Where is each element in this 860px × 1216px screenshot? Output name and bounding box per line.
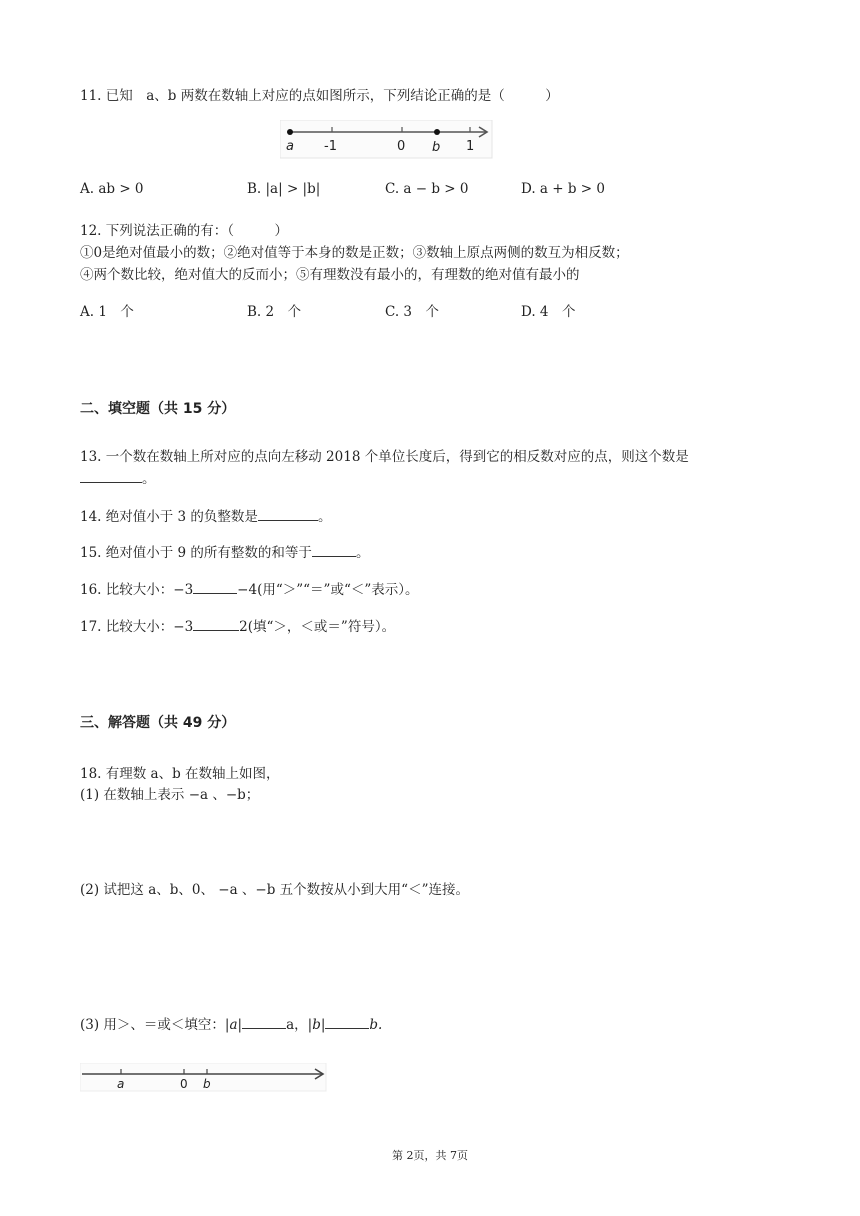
q13-answer-blank[interactable] [80, 470, 142, 483]
q12-option-d: D. 4 个 [521, 304, 576, 320]
q12-option-a: A. 1 个 [80, 304, 134, 320]
q18-stem: 18. 有理数 a、b 在数轴上如图， [80, 766, 280, 782]
q11-axis-label-1: 1 [466, 139, 475, 154]
q11-number-line [280, 120, 495, 160]
q17-prefix: 17. 比较大小： [80, 619, 174, 635]
q12-statement-line1: ①0是绝对值最小的数；②绝对值等于本身的数是正数；③数轴上原点两侧的数互为相反数； [80, 245, 629, 261]
q11-axis-label-0: 0 [397, 139, 406, 154]
q16-prefix: 16. 比较大小： [80, 582, 174, 598]
q18-part3-prefix: (3) 用＞、＝或＜填空： [80, 1017, 225, 1033]
q18-part3-abs-a: |a| [224, 1017, 243, 1033]
q17-suffix: (填“＞，＜或＝”符号）。 [247, 619, 396, 635]
q18-part1: (1) 在数轴上表示 −a 、−b； [80, 787, 260, 803]
q14-suffix: 。 [317, 509, 332, 525]
page-footer: 第 2页，共 7页 [392, 1149, 468, 1162]
q14-line [80, 505, 331, 525]
q16-right-value: −4 [237, 582, 258, 598]
q11-axis-label-neg1: -1 [324, 139, 337, 154]
q14-answer-blank[interactable] [258, 508, 318, 521]
q13-line2-end: 。 [142, 471, 156, 487]
q14-prefix: 14. 绝对值小于 3 的负整数是 [80, 509, 258, 525]
q11-stem: 11. 已知 a、b 两数在数轴上对应的点如图所示，下列结论正确的是（ ） [80, 88, 559, 104]
q12-option-b: B. 2 个 [247, 304, 302, 320]
q11-option-c: C. a − b > 0 [385, 181, 469, 197]
q16-line [80, 578, 419, 598]
q18-axis-label-0: 0 [180, 1077, 188, 1091]
q15-line [80, 541, 369, 561]
q17-left-value: −3 [173, 619, 194, 635]
q12-statement-line2: ④两个数比较，绝对值大的反而小；⑤有理数没有最小的，有理数的绝对值有最小的 [80, 267, 580, 283]
q17-right-value: 2 [239, 619, 248, 635]
q18-part3-end: b. [369, 1017, 383, 1033]
q18-part3-mid: a， [286, 1017, 308, 1033]
q17-answer-blank[interactable] [193, 618, 239, 631]
q18-part3-blank-a[interactable] [242, 1016, 286, 1029]
q16-answer-blank[interactable] [193, 581, 237, 594]
q11-option-a: A. ab > 0 [80, 181, 144, 197]
section-fill-in-title: 二、填空题（共 15 分） [80, 401, 236, 417]
q18-part3-blank-b[interactable] [325, 1016, 369, 1029]
q15-answer-blank[interactable] [312, 544, 356, 557]
q18-number-line [80, 1063, 330, 1093]
section-solve-title: 三、解答题（共 49 分） [80, 715, 236, 731]
q18-axis-label-b: b [203, 1077, 211, 1091]
q15-suffix: 。 [355, 545, 370, 561]
q18-axis-label-a: a [117, 1077, 125, 1091]
q11-option-d: D. a + b > 0 [521, 181, 605, 197]
q17-line [80, 615, 395, 635]
q15-prefix: 15. 绝对值小于 9 的所有整数的和等于 [80, 545, 312, 561]
q13-line2 [80, 467, 156, 487]
q12-stem: 12. 下列说法正确的有：（ ） [80, 223, 289, 239]
q18-part2: (2) 试把这 a、b、0、 −a 、−b 五个数按从小到大用“＜”连接。 [80, 882, 469, 898]
q16-left-value: −3 [173, 582, 194, 598]
q16-suffix: (用“＞”“＝”或“＜”表示）。 [257, 582, 419, 598]
q11-axis-label-a: a [286, 139, 294, 154]
q11-option-b: B. |a| > |b| [247, 181, 321, 197]
q18-part3 [80, 1013, 382, 1033]
q12-option-c: C. 3 个 [385, 304, 440, 320]
q18-part3-abs-b: |b| [307, 1017, 326, 1033]
q13-line1: 13. 一个数在数轴上所对应的点向左移动 2018 个单位长度后，得到它的相反数对应的点，则这个数是 [80, 449, 689, 465]
q11-axis-label-b: b [432, 140, 441, 155]
